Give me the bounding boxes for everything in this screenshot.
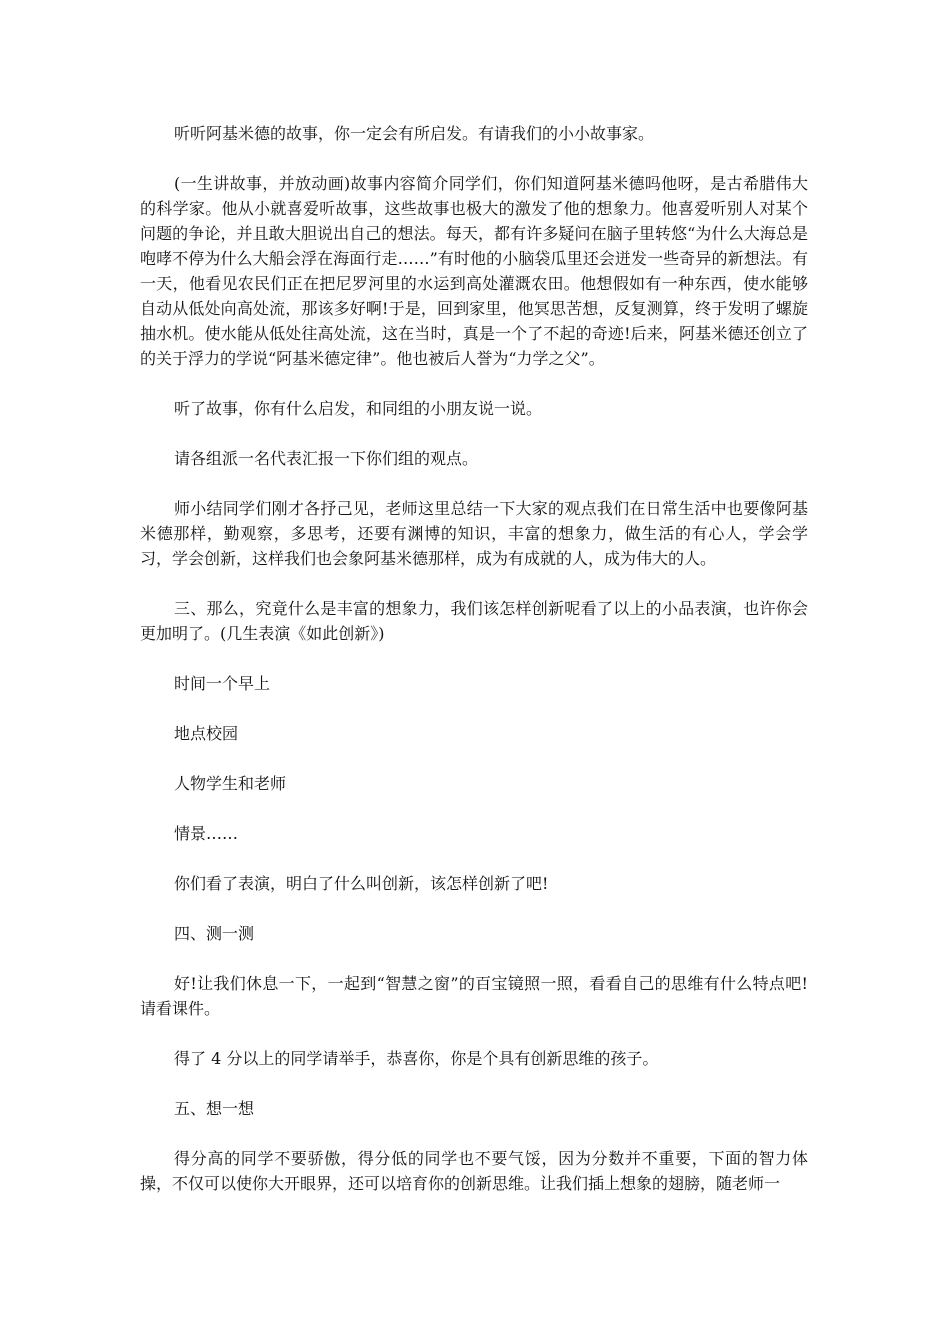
paragraph-rest: 好!让我们休息一下，一起到“智慧之窗”的百宝镜照一照，看看自己的思维有什么特点吧!请看课件。	[140, 974, 808, 1018]
paragraph-score: 得了 4 分以上的同学请举手，恭喜你，你是个具有创新思维的孩子。	[174, 1049, 659, 1068]
paragraph-summary: 师小结同学们刚才各抒己见，老师这里总结一下大家的观点我们在日常生活中也要像阿基米德那样，勤观察，多思考，还要有渊博的知识，丰富的想象力，做生活的有心人，学会学习，学会创新，这样我们也会象阿基米德那样，成为有成就的人，成为伟大的人。	[140, 499, 808, 568]
paragraph-place: 地点校园	[174, 724, 239, 743]
heading-section-four: 四、测一测	[174, 924, 255, 943]
paragraph-characters: 人物学生和老师	[174, 774, 287, 793]
paragraph-section-three: 三、那么，究竟什么是丰富的想象力，我们该怎样创新呢看了以上的小品表演，也许你会更加明了。(几生表演《如此创新》)	[140, 599, 808, 643]
paragraph-report: 请各组派一名代表汇报一下你们组的观点。	[174, 449, 479, 468]
paragraph-exercise: 得分高的同学不要骄傲，得分低的同学也不要气馁，因为分数并不重要，下面的智力体操，不仅可以使你大开眼界，还可以培育你的创新思维。让我们插上想象的翅膀，随老师一	[140, 1149, 808, 1193]
paragraph-story: (一生讲故事，并放动画)故事内容简介同学们，你们知道阿基米德吗他呀，是古希腊伟大的科学家。他从小就喜爱听故事，这些故事也极大的激发了他的想象力。他喜爱听别人对某个问题的争论，并且敢大胆说出自己的想法。每天，都有许多疑问在脑子里转悠“为什么大海总是咆哮不停为什么大船会浮在海面行走……”有时他的小脑袋瓜里还会迸发一些奇异的新想法。有一天，他看见农民们正在把尼罗河里的水运到高处灌溉农田。他想假如有一种东西，使水能够自动从低处向高处流，那该多好啊!于是，回到家里，他冥思苦想，反复测算，终于发明了螺旋抽水机。使水能从低处往高处流，这在当时，真是一个了不起的奇迹!后来，阿基米德还创立了的关于浮力的学说“阿基米德定律”。他也被后人誉为“力学之父”。	[140, 174, 808, 368]
heading-section-five: 五、想一想	[174, 1099, 255, 1118]
paragraph-intro: 听听阿基米德的故事，你一定会有所启发。有请我们的小小故事家。	[174, 124, 655, 143]
paragraph-scene: 情景……	[174, 824, 239, 843]
paragraph-discussion: 听了故事，你有什么启发，和同组的小朋友说一说。	[174, 399, 543, 418]
document-body	[140, 121, 808, 1221]
paragraph-time: 时间一个早上	[174, 674, 271, 693]
paragraph-after-show: 你们看了表演，明白了什么叫创新，该怎样创新了吧!	[174, 874, 549, 893]
